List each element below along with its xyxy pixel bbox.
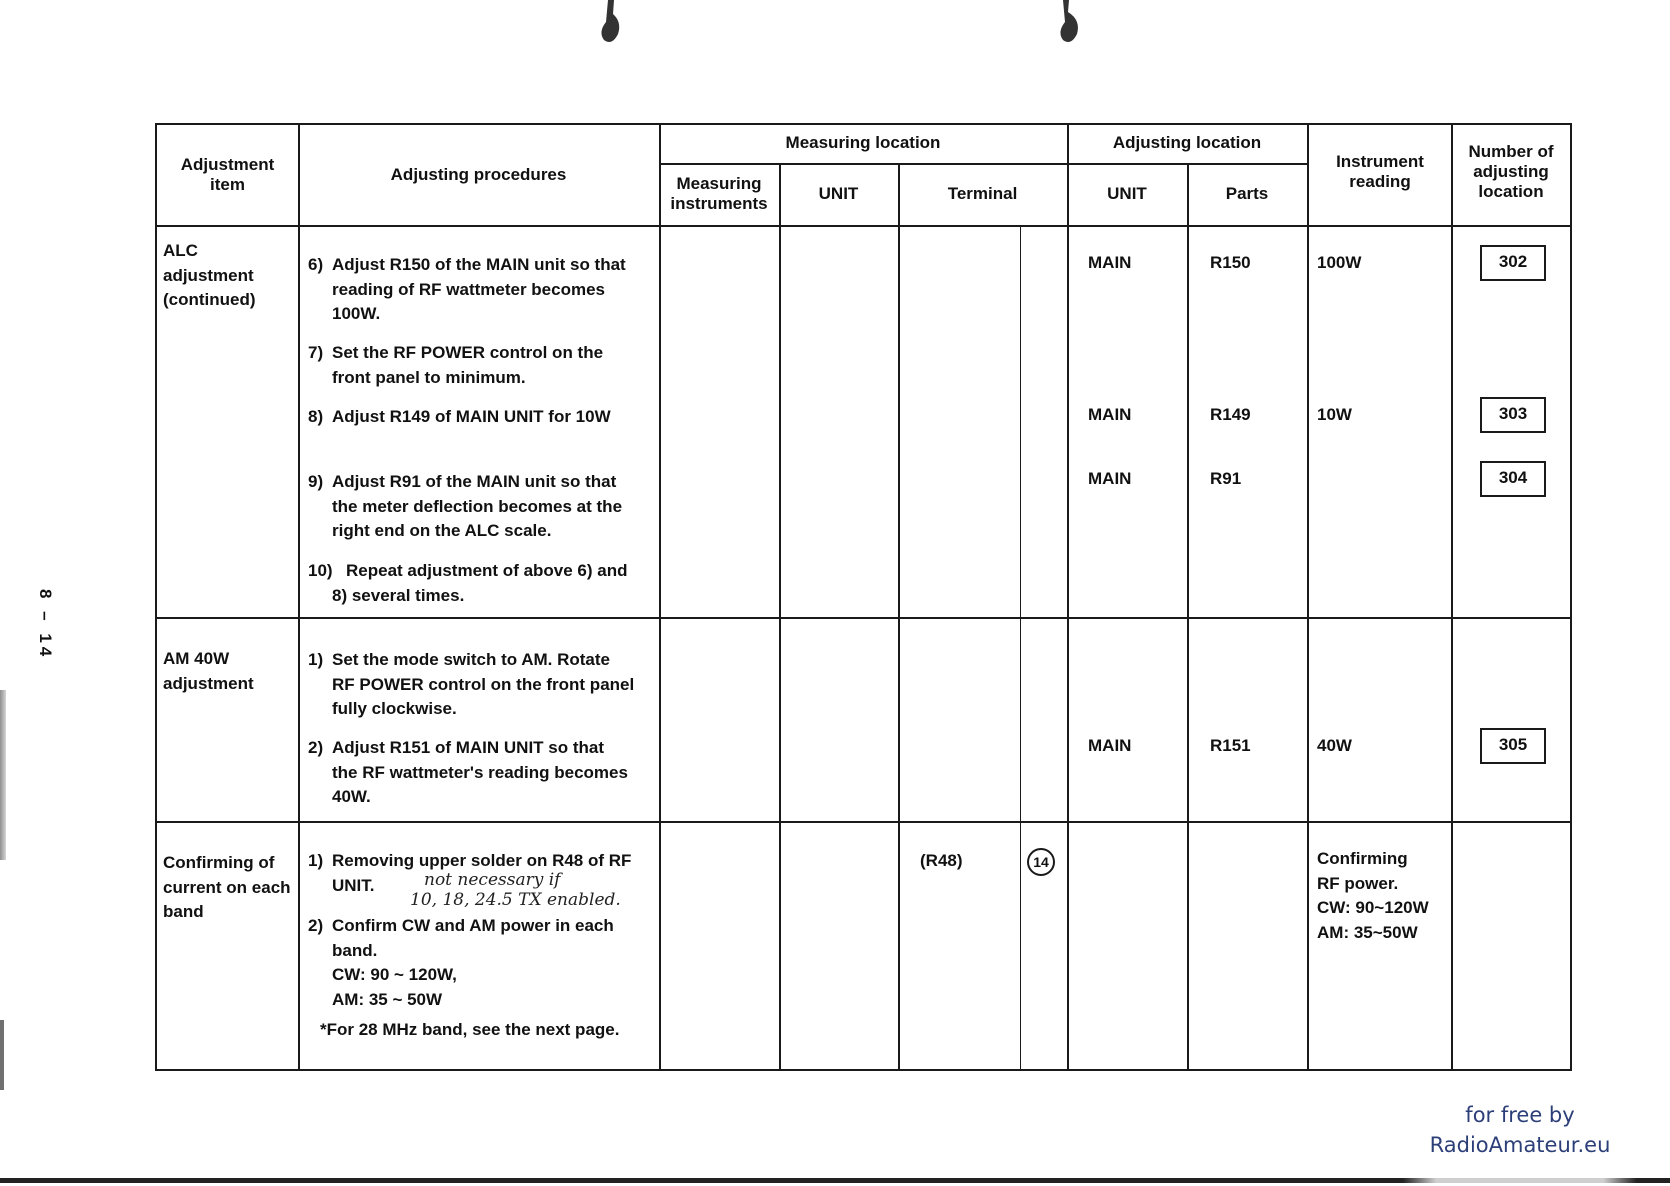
step-number: 2) bbox=[308, 738, 324, 757]
watermark-line-1: for free by bbox=[1465, 1103, 1575, 1127]
table-border-top bbox=[155, 123, 1572, 125]
header-instrument-reading: Instrument reading bbox=[1336, 152, 1424, 191]
step-number: 6) bbox=[308, 255, 324, 274]
step-number: 8) bbox=[308, 407, 324, 426]
col-line-5 bbox=[1067, 123, 1069, 1071]
procedure-step bbox=[308, 559, 658, 608]
reading-line: Confirming bbox=[1317, 849, 1408, 868]
adjust-unit-cell: MAIN bbox=[1088, 405, 1132, 424]
step-number: 10) bbox=[308, 561, 333, 580]
step-number: 7) bbox=[308, 343, 324, 362]
col-line-4 bbox=[898, 163, 900, 1071]
instrument-reading-cell bbox=[1317, 847, 1452, 945]
header-parts: Parts bbox=[1225, 184, 1269, 203]
instrument-reading-cell: 40W bbox=[1317, 736, 1352, 755]
step-text: Adjust R151 of MAIN UNIT so that bbox=[332, 738, 605, 757]
procedure-step bbox=[308, 648, 658, 722]
section-divider-1 bbox=[155, 617, 1572, 619]
step-text: Adjust R149 of MAIN UNIT for 10W bbox=[332, 407, 611, 426]
handwritten-line: not necessary if bbox=[424, 870, 561, 890]
step-line bbox=[308, 559, 658, 584]
step-text: Repeat adjustment of above 6) and bbox=[346, 561, 628, 580]
handwritten-note bbox=[410, 870, 621, 910]
col-line-3 bbox=[779, 163, 781, 1071]
step-text: Confirm CW and AM power in each bbox=[332, 916, 614, 935]
header-subdivider bbox=[659, 163, 1307, 165]
location-number-box: 302 bbox=[1480, 245, 1546, 281]
step-line: RF POWER control on the front panel bbox=[332, 674, 635, 694]
adjust-part-cell: R151 bbox=[1210, 736, 1251, 755]
col-line-9 bbox=[1570, 123, 1572, 1071]
step-text: Set the mode switch to AM. Rotate bbox=[332, 650, 611, 669]
step-line: 100W. bbox=[332, 304, 381, 323]
watermark-line-2: RadioAmateur.eu bbox=[1429, 1133, 1611, 1157]
procedure-step bbox=[308, 341, 658, 390]
col-line-7 bbox=[1307, 123, 1309, 1071]
col-line-0 bbox=[155, 123, 157, 1071]
step-number: 9) bbox=[308, 472, 324, 491]
page-number: 8 – 14 bbox=[36, 589, 55, 661]
header-adjusting-location: Adjusting location bbox=[1112, 133, 1262, 152]
step-line: 8) several times. bbox=[332, 585, 465, 605]
step-line: the RF wattmeter's reading becomes bbox=[332, 762, 628, 782]
procedure-step bbox=[308, 470, 658, 544]
step-line bbox=[308, 470, 658, 495]
header-terminal: Terminal bbox=[947, 184, 1018, 203]
header-measuring-unit: UNIT bbox=[818, 184, 859, 203]
step-number: 1) bbox=[308, 650, 324, 669]
col-line-2 bbox=[659, 123, 661, 1071]
step-number: 1) bbox=[308, 851, 324, 870]
step-line: the meter deflection becomes at the bbox=[332, 496, 623, 516]
terminal-cell: (R48) bbox=[920, 851, 963, 870]
step-line: UNIT. bbox=[332, 875, 375, 895]
procedure-step bbox=[308, 405, 658, 430]
adjust-part-cell: R91 bbox=[1210, 469, 1242, 488]
section-divider-2 bbox=[155, 821, 1572, 823]
header-measuring-instruments: Measuring instruments bbox=[670, 174, 768, 213]
step-line bbox=[308, 405, 658, 430]
procedure-step bbox=[308, 914, 658, 1012]
handwritten-line: 10, 18, 24.5 TX enabled. bbox=[410, 890, 621, 910]
reading-line: CW: 90~120W bbox=[1317, 898, 1429, 917]
step-line: fully clockwise. bbox=[332, 699, 457, 718]
section-item-am40w: AM 40W adjustment bbox=[163, 649, 254, 693]
location-number-box: 303 bbox=[1480, 397, 1546, 433]
step-line: band. bbox=[332, 940, 378, 960]
location-number-box: 305 bbox=[1480, 728, 1546, 764]
step-line bbox=[308, 736, 658, 761]
procedure-step bbox=[308, 736, 658, 810]
col-line-6 bbox=[1187, 163, 1189, 1071]
step-text: Adjust R91 of the MAIN unit so that bbox=[332, 472, 617, 491]
adjust-unit-cell: MAIN bbox=[1088, 736, 1132, 755]
step-line bbox=[308, 648, 658, 673]
instrument-reading-cell: 100W bbox=[1317, 253, 1362, 272]
procedure-step bbox=[308, 253, 658, 327]
header-adjusting-procedures: Adjusting procedures bbox=[390, 165, 567, 184]
footnote: *For 28 MHz band, see the next page. bbox=[320, 1020, 620, 1039]
adjust-unit-cell: MAIN bbox=[1088, 469, 1132, 488]
step-text: Removing upper solder on R48 of RF bbox=[332, 851, 632, 870]
reading-line: AM: 35~50W bbox=[1317, 922, 1418, 942]
step-line: CW: 90 ~ 120W, bbox=[332, 965, 457, 984]
section-item-alc: ALC adjustment (continued) bbox=[163, 241, 256, 309]
step-line bbox=[308, 253, 658, 278]
step-line: AM: 35 ~ 50W bbox=[332, 989, 443, 1009]
step-line: front panel to minimum. bbox=[332, 367, 526, 387]
step-text: Set the RF POWER control on the bbox=[332, 343, 604, 362]
col-line-terminal-split bbox=[1020, 225, 1021, 1071]
header-bottom-line bbox=[155, 225, 1572, 227]
section-item-confirming: Confirming of current on each band bbox=[163, 853, 291, 921]
col-line-1 bbox=[298, 123, 300, 1071]
instrument-reading-cell: 10W bbox=[1317, 405, 1352, 424]
header-number-of-adjusting-location: Number of adjusting location bbox=[1468, 142, 1554, 201]
reading-line: RF power. bbox=[1317, 873, 1399, 893]
step-line bbox=[308, 341, 658, 366]
step-line bbox=[308, 914, 658, 939]
header-adjusting-unit: UNIT bbox=[1107, 184, 1147, 203]
terminal-mark-circled: 14 bbox=[1027, 848, 1055, 876]
adjust-part-cell: R149 bbox=[1210, 405, 1251, 424]
adjust-part-cell: R150 bbox=[1210, 253, 1251, 272]
step-line: 40W. bbox=[332, 787, 371, 806]
header-measuring-location: Measuring location bbox=[785, 133, 941, 152]
header-adjustment-item: Adjustment item bbox=[180, 155, 275, 194]
step-line: reading of RF wattmeter becomes bbox=[332, 279, 606, 299]
step-text: Adjust R150 of the MAIN unit so that bbox=[332, 255, 626, 274]
location-number-box: 304 bbox=[1480, 461, 1546, 497]
step-line: right end on the ALC scale. bbox=[332, 521, 552, 540]
step-number: 2) bbox=[308, 916, 324, 935]
table-border-bottom bbox=[155, 1069, 1572, 1071]
adjust-unit-cell: MAIN bbox=[1088, 253, 1132, 272]
